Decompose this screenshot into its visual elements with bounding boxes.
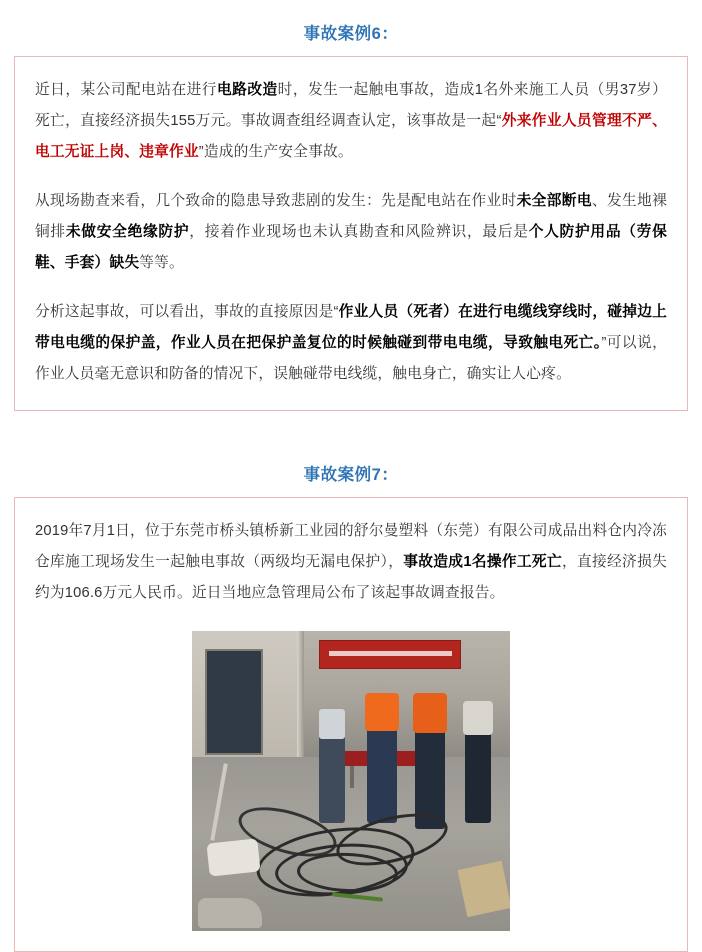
photo-pipe <box>297 631 304 757</box>
case7-paragraph-1 <box>35 516 667 609</box>
photo-red-banner <box>319 640 461 669</box>
body-text: 近日，某公司配电站在进行 <box>35 82 217 98</box>
case6-paragraph-2 <box>35 186 667 279</box>
case6-paragraph-3 <box>35 297 667 390</box>
accident-site-photo <box>192 631 510 931</box>
photo-person <box>367 727 397 823</box>
emphasis-text: 个人防护用品（劳保鞋、手套）缺失 <box>35 224 667 271</box>
photo-person <box>465 731 491 823</box>
body-text: 分析这起事故，可以看出，事故的直接原因是“ <box>35 304 339 320</box>
case7-photo-wrapper <box>35 631 667 931</box>
emphasis-text: 未全部断电 <box>516 193 592 209</box>
highlighted-text: 外来作业人员管理不严、电工无证上岗、违章作业 <box>35 113 667 160</box>
case7-title: 事故案例7： <box>303 466 399 484</box>
body-text: ”造成的生产安全事故。 <box>198 144 353 160</box>
photo-person <box>319 735 345 823</box>
emphasis-text: 作业人员（死者）在进行电缆线穿线时，碰掉边上带电电缆的保护盖，作业人员在把保护盖复位的时候触碰到带电电缆，导致触电死亡。 <box>35 304 668 351</box>
case6-paragraph-1 <box>35 75 667 168</box>
photo-plank <box>458 861 510 917</box>
case6-content-box <box>14 56 688 411</box>
emphasis-text: 未做安全绝缘防护 <box>65 224 190 240</box>
body-text: 2019年7月1日，位于东莞市桥头镇桥新工业园的舒尔曼塑料（东莞）有限公司成品出料仓内冷冻仓库施工现场发生一起触电事故（两级均无漏电保护）， <box>35 523 667 570</box>
photo-doorway <box>205 649 263 755</box>
body-text: 、发生地裸铜排 <box>35 193 667 240</box>
emphasis-text: 电路改造 <box>216 82 278 98</box>
body-text: 事故调查组经调查认定，该事故是一起“ <box>240 113 502 129</box>
body-text: ，直接经济损失约为106.6万元人民币。近日当地应急管理局公布了该起事故调查报告。 <box>35 554 667 601</box>
emphasis-text: 事故造成1名操作工死亡 <box>403 554 562 570</box>
body-text: 从现场勘查来看，几个致命的隐患导致悲剧的发生：先是配电站在作业时 <box>35 193 517 209</box>
body-text: ”可以说，作业人员毫无意识和防备的情况下，误触碰带电线缆，触电身亡，确实让人心疼。 <box>35 335 667 382</box>
body-text: 时，发生一起触电事故，造成1名外来施工人员（男37岁）死亡，直接经济损失155万元。 <box>35 82 667 129</box>
body-text: 等等。 <box>139 255 184 271</box>
photo-white-bag <box>206 838 260 876</box>
section-gap <box>14 411 688 455</box>
body-text: ，接着作业现场也未认真勘查和风险辨识，最后是 <box>189 224 529 240</box>
photo-stone <box>198 898 262 928</box>
case7-content-box <box>14 497 688 952</box>
case6-title: 事故案例6： <box>303 25 399 43</box>
